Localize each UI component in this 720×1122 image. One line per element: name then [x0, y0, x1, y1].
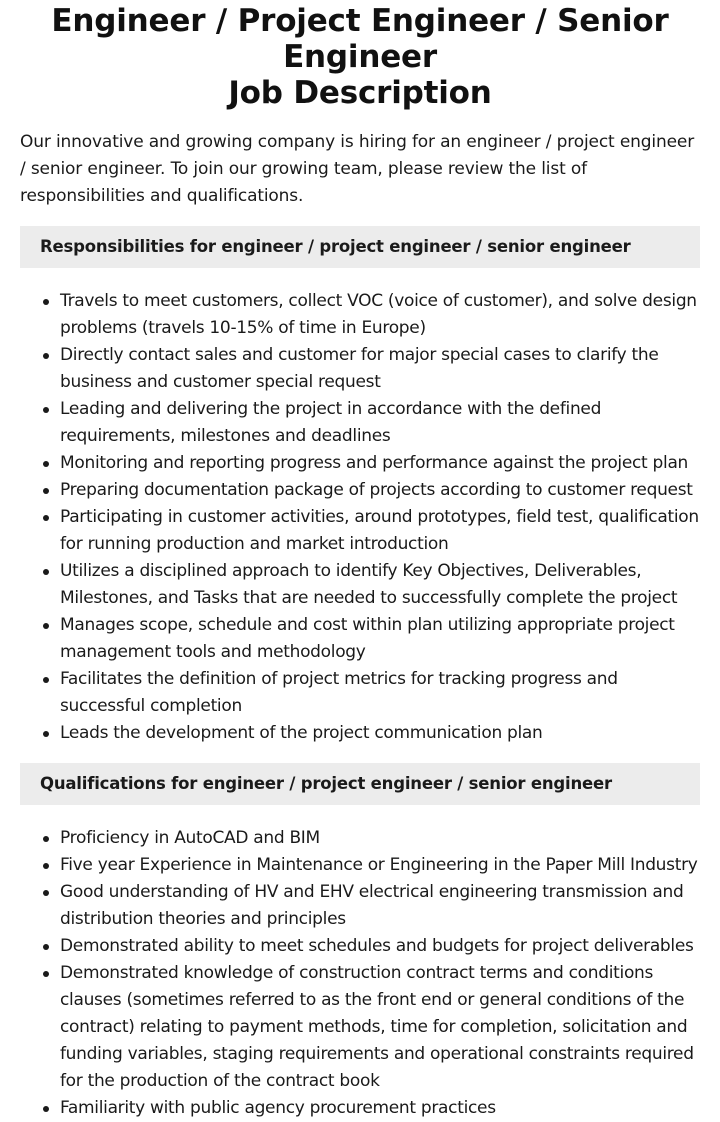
responsibilities-list [20, 288, 700, 747]
list-item: Preparing documentation package of projects according to customer request [60, 477, 700, 504]
list-item: Facilitates the definition of project metrics for tracking progress and successful completion [60, 666, 700, 720]
list-item: Demonstrated knowledge of construction contract terms and conditions clauses (sometimes referred to as the front end or general conditions of the contract) relating to payment methods, time for completion, solicitation and funding variables, staging requirements and operational constraints required for the production of the contract book [60, 960, 700, 1095]
list-item: Demonstrated ability to meet schedules and budgets for project deliverables [60, 933, 700, 960]
list-item: Participating in customer activities, around prototypes, field test, qualification for running production and market introduction [60, 504, 700, 558]
list-item: Leads the development of the project communication plan [60, 720, 700, 747]
list-item: Manages scope, schedule and cost within plan utilizing appropriate project management tools and methodology [60, 612, 700, 666]
list-item: Five year Experience in Maintenance or Engineering in the Paper Mill Industry [60, 852, 700, 879]
page-title-line-1: Engineer / Project Engineer / Senior Engineer [51, 3, 669, 75]
list-item: Directly contact sales and customer for major special cases to clarify the business and customer special request [60, 342, 700, 396]
list-item: Leading and delivering the project in accordance with the defined requirements, milestones and deadlines [60, 396, 700, 450]
intro-paragraph: Our innovative and growing company is hiring for an engineer / project engineer / senior engineer. To join our growing team, please review the list of responsibilities and qualifications. [20, 132, 695, 206]
list-item: Utilizes a disciplined approach to identify Key Objectives, Deliverables, Milestones, and Tasks that are needed to successfully complete the project [60, 558, 700, 612]
qualifications-list [20, 825, 700, 1122]
list-item: Monitoring and reporting progress and performance against the project plan [60, 450, 700, 477]
responsibilities-heading: Responsibilities for engineer / project engineer / senior engineer [20, 226, 700, 268]
qualifications-heading: Qualifications for engineer / project engineer / senior engineer [20, 763, 700, 805]
page-title [20, 0, 700, 111]
list-item: Proficiency in AutoCAD and BIM [60, 825, 700, 852]
page-title-line-2: Job Description [228, 75, 492, 111]
list-item: Travels to meet customers, collect VOC (voice of customer), and solve design problems (travels 10-15% of time in Europe) [60, 288, 700, 342]
list-item: Familiarity with public agency procurement practices [60, 1095, 700, 1122]
list-item: Good understanding of HV and EHV electrical engineering transmission and distribution theories and principles [60, 879, 700, 933]
